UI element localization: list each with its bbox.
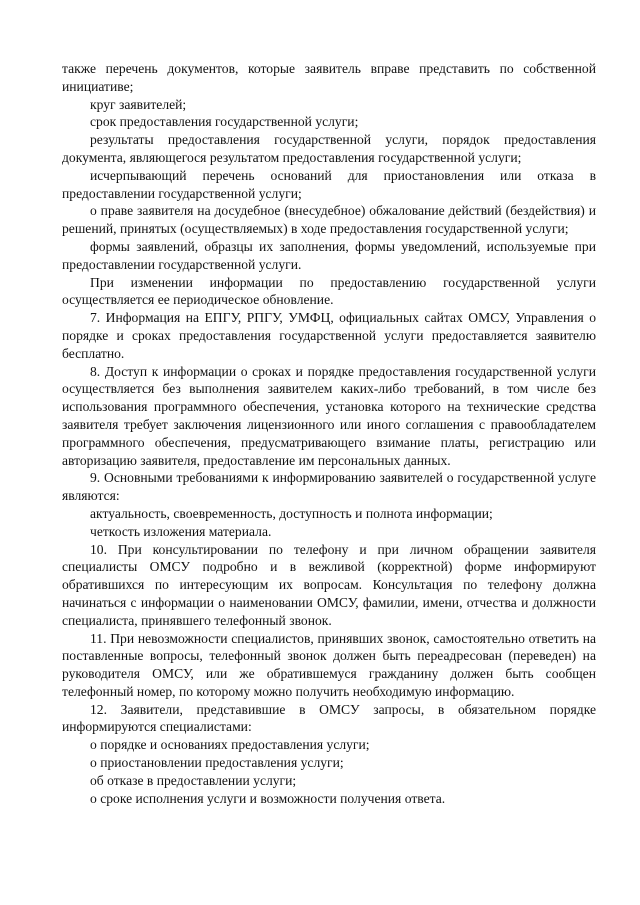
paragraph-16: 12. Заявители, представившие в ОМСУ запросы, в обязательном порядке информируются специалистами: (62, 701, 596, 735)
paragraph-8: При изменении информации по предоставлению государственной услуги осуществляется ее периодическое обновление. (62, 274, 596, 308)
paragraph-12: актуальность, своевременность, доступность и полнота информации; (90, 505, 493, 521)
paragraph-15: 11. При невозможности специалистов, принявших звонок, самостоятельно ответить на поставленные вопросы, телефонный звонок должен быть переадресован (переведен) на руководителя ОМСУ, или же обратившемуся гражданину должен быть сообщен телефонный номер, по которому можно получить необходимую информацию. (62, 630, 596, 699)
paragraph-11: 9. Основными требованиями к информированию заявителей о государственной услуге являются: (62, 470, 596, 504)
paragraph-1: также перечень документов, которые заявитель вправе представить по собственной инициативе; (62, 61, 596, 94)
paragraph-6: о праве заявителя на досудебное (внесудебное) обжалование действий (бездействия) и решений, принятых (осуществляемых) в ходе предоставления государственной услуги; (62, 203, 596, 237)
paragraph-14: 10. При консультировании по телефону и при личном обращении заявителя специалисты ОМСУ подробно и в вежливой (корректной) форме информируют обратившихся по интересующим их вопросам. Консультация по телефону должна начинаться с информации о наименовании ОМСУ, фамилии, имени, отчества и должности специалиста, принявшего телефонный звонок. (62, 541, 596, 628)
paragraph-17: о порядке и основаниях предоставления услуги; (90, 737, 370, 753)
paragraph-5: исчерпывающий перечень оснований для приостановления или отказа в предоставлении государственной услуги; (62, 167, 596, 201)
paragraph-2: круг заявителей; (90, 96, 187, 112)
paragraph-18: о приостановлении предоставления услуги; (90, 755, 344, 771)
paragraph-9: 7. Информация на ЕПГУ, РПГУ, УМФЦ, официальных сайтах ОМСУ, Управления о порядке и сроках предоставления государственной услуги предоставляется заявителю бесплатно. (62, 310, 596, 361)
document-page (62, 60, 596, 807)
paragraph-3: срок предоставления государственной услуги; (90, 114, 359, 130)
paragraph-13: четкость изложения материала. (90, 523, 272, 539)
paragraph-10: 8. Доступ к информации о сроках и порядке предоставления государственной услуги осуществляется без выполнения заявителем каких-либо требований, в том числе без использования программного обеспечения, установка которого на технические средства заявителя требует заключения лицензионного или иного соглашения с правообладателем программного обеспечения, предусматривающего взимание платы, регистрацию или авторизацию заявителя, предоставление им персональных данных. (62, 363, 596, 468)
paragraph-20: о сроке исполнения услуги и возможности получения ответа. (90, 790, 446, 806)
paragraph-7: формы заявлений, образцы их заполнения, формы уведомлений, используемые при предоставлении государственной услуги. (62, 238, 596, 272)
paragraph-19: об отказе в предоставлении услуги; (90, 772, 297, 788)
paragraph-4: результаты предоставления государственной услуги, порядок предоставления документа, являющегося результатом предоставления государственной услуги; (62, 132, 596, 165)
